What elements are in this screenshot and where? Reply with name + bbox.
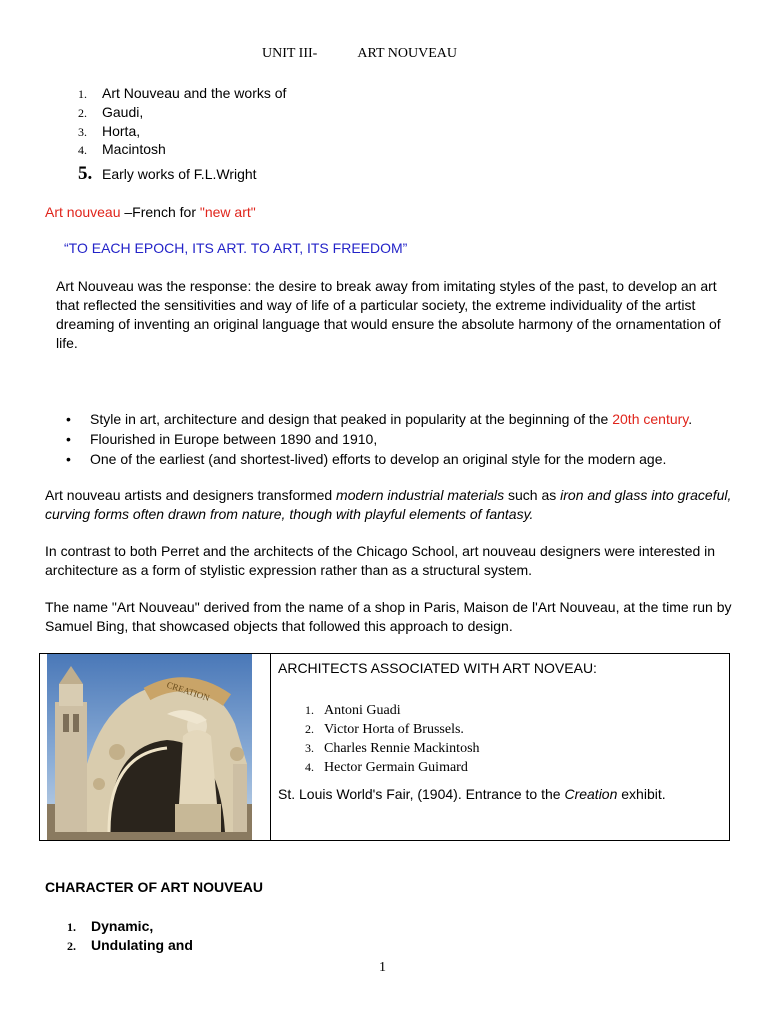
topic-number: 4. bbox=[78, 143, 87, 157]
sign-text: CREATION bbox=[165, 679, 211, 703]
character-number: 1. bbox=[67, 920, 76, 934]
architect-name: Antoni Guadi bbox=[324, 703, 401, 718]
character-item bbox=[67, 936, 193, 956]
table-heading: ARCHITECTS ASSOCIATED WITH ART NOVEAU: bbox=[278, 660, 597, 676]
table-divider bbox=[270, 654, 271, 840]
topic-text: Horta, bbox=[102, 123, 141, 139]
caption-italic: Creation bbox=[564, 786, 618, 802]
topic-item bbox=[78, 140, 166, 159]
architects-table bbox=[39, 653, 730, 841]
unit-label: UNIT III- bbox=[262, 46, 318, 61]
topic-item bbox=[78, 165, 257, 183]
topic-text: Early works of F.L.Wright bbox=[102, 166, 257, 182]
bullet-text: Style in art, architecture and design that peaked in popularity at the beginning of the bbox=[90, 411, 613, 427]
paragraph-text: Art nouveau artists and designers transformed bbox=[45, 487, 337, 503]
topic-item bbox=[78, 103, 143, 122]
character-item bbox=[67, 917, 153, 937]
topic-item bbox=[78, 122, 140, 141]
architect-number: 1. bbox=[305, 703, 314, 717]
paragraph-italic: modern industrial materials bbox=[336, 487, 505, 503]
intro-paragraph: Art Nouveau was the response: the desire to break away from imitating styles of the past, to develop an art that reflected the sensitivities and way of life of a particular society, the extreme individuality of the artist dreaming of inventing an original language that would ensure the absolute harmony of the ornamentation of life. bbox=[56, 278, 721, 351]
character-text: Dynamic, bbox=[91, 918, 154, 934]
architect-name: Hector Germain Guimard bbox=[324, 760, 468, 775]
bullet-list bbox=[62, 409, 692, 469]
topic-number: 5. bbox=[78, 163, 93, 184]
topic-number: 3. bbox=[78, 125, 87, 139]
name-origin-paragraph: The name "Art Nouveau" derived from the name of a shop in Paris, Maison de l'Art Nouveau, at the time run by Samuel Bing, that showcased objects that followed this approach to design. bbox=[45, 599, 732, 634]
bullet-text-end: . bbox=[688, 411, 693, 427]
paragraph-italic: iron and glass into graceful, curving forms often drawn from nature, though with playful elements of fantasy. bbox=[45, 487, 732, 522]
topic-number: 1. bbox=[78, 87, 87, 101]
page-number: 1 bbox=[379, 960, 386, 975]
architect-name: Charles Rennie Mackintosh bbox=[324, 741, 480, 756]
bullet-item bbox=[62, 409, 692, 429]
architect-number: 2. bbox=[305, 722, 314, 736]
character-heading: CHARACTER OF ART NOUVEAU bbox=[45, 879, 264, 895]
document-header bbox=[262, 46, 457, 62]
caption-text-end: exhibit. bbox=[617, 786, 666, 802]
architect-number: 4. bbox=[305, 760, 314, 774]
definition-meaning: "new art" bbox=[199, 204, 256, 220]
worlds-fair-photo bbox=[47, 654, 252, 840]
definition-connector: –French for bbox=[120, 204, 200, 220]
photo-caption bbox=[278, 786, 666, 802]
architect-number: 3. bbox=[305, 741, 314, 755]
topic-number: 2. bbox=[78, 106, 87, 120]
bullet-highlight: 20th century bbox=[612, 411, 689, 427]
architect-item bbox=[278, 757, 468, 777]
architect-item bbox=[278, 719, 464, 739]
bullet-item: • One of the earliest (and shortest-lived) efforts to develop an original style for the modern age. bbox=[62, 449, 692, 469]
unit-title: ART NOUVEAU bbox=[357, 46, 457, 61]
contrast-paragraph: In contrast to both Perret and the architects of the Chicago School, art nouveau designers were interested in architecture as a form of stylistic expression rather than as a structural system. bbox=[45, 543, 716, 578]
definition-term: Art nouveau bbox=[45, 204, 121, 220]
topic-text: Gaudi, bbox=[102, 104, 144, 120]
topic-item bbox=[78, 84, 286, 103]
architect-item bbox=[278, 700, 401, 720]
worlds-fair-illustration bbox=[47, 654, 252, 840]
paragraph-text: such as bbox=[504, 487, 561, 503]
topic-text: Macintosh bbox=[102, 141, 166, 157]
quote: “TO EACH EPOCH, ITS ART. TO ART, ITS FREEDOM” bbox=[64, 240, 408, 256]
character-number: 2. bbox=[67, 939, 76, 953]
architect-item bbox=[278, 738, 480, 758]
architect-name: Victor Horta of Brussels. bbox=[324, 722, 464, 737]
topic-text: Art Nouveau and the works of bbox=[102, 85, 287, 101]
bullet-item: • Flourished in Europe between 1890 and 1910, bbox=[62, 429, 692, 449]
character-text: Undulating and bbox=[91, 937, 193, 953]
definition-line bbox=[45, 204, 256, 220]
materials-paragraph bbox=[45, 486, 735, 524]
caption-text: St. Louis World's Fair, (1904). Entrance to the bbox=[278, 786, 565, 802]
